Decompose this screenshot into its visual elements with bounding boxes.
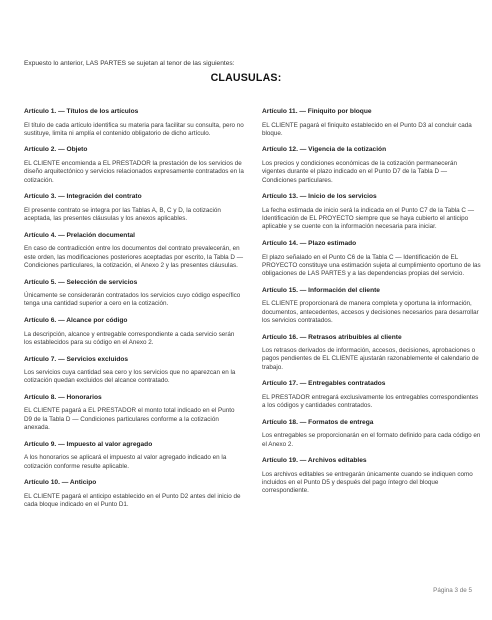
article-17 bbox=[262, 380, 482, 410]
article-body: EL CLIENTE proporcionará de manera completa y oportuna la información, documentos, antecedentes, accesos y decisiones necesarios para desarrollar los servicios contratados. bbox=[262, 300, 479, 324]
article-heading: Artículo 19. — Archivos editables bbox=[262, 457, 367, 465]
article-heading: Artículo 5. — Selección de servicios bbox=[24, 278, 138, 286]
article-body: A los honorarios se aplicará el impuesto al valor agregado indicado en la cotización conforme resulte aplicable. bbox=[24, 454, 227, 470]
article-body: En caso de contradicción entre los documentos del contrato prevalecerán, en este orden, las modificaciones posteriores aceptadas por escrito, la Tabla D — Condiciones particulares, la cotización, el Anexo 2 y las presentes cláusulas. bbox=[24, 245, 243, 269]
article-body: Únicamente se considerarán contratados los servicios cuyo código específico tenga una cantidad superior a cero en la cotización. bbox=[24, 292, 241, 308]
article-body: Los retrasos derivados de información, accesos, decisiones, aprobaciones o pagos pendientes de EL CLIENTE ajustarán razonablemente el calendario de trabajo. bbox=[262, 347, 479, 371]
article-heading: Artículo 8. — Honorarios bbox=[24, 393, 102, 401]
article-heading: Artículo 10. — Anticipo bbox=[24, 479, 97, 487]
article-body: La descripción, alcance y entregable correspondiente a cada servicio serán los establecidos para su código en el Anexo 2. bbox=[24, 330, 235, 346]
article-11 bbox=[262, 108, 482, 138]
article-body: EL CLIENTE pagará el finiquito establecido en el Punto D3 al concluir cada bloque. bbox=[262, 121, 472, 137]
article-9 bbox=[24, 441, 244, 471]
article-heading: Artículo 3. — Integración del contrato bbox=[24, 193, 142, 201]
article-7 bbox=[24, 356, 244, 386]
article-body: El presente contrato se integra por las Tablas A, B, C y D, la cotización aceptada, las presentes cláusulas y los anexos aplicables. bbox=[24, 206, 221, 223]
article-body: El plazo señalado en el Punto C6 de la Tabla C — Identificación de EL PROYECTO constituye una estimación sujeta al cumplimiento oportuno de las obligaciones de LAS PARTES y a las dependencias propias del servicio. bbox=[262, 253, 481, 278]
article-18 bbox=[262, 419, 482, 449]
page-number: Página 3 de 5 bbox=[433, 587, 472, 594]
article-10 bbox=[24, 479, 244, 509]
article-body: Los entregables se proporcionarán en el formato definido para cada código en el Anexo 2. bbox=[262, 432, 481, 448]
left-column bbox=[24, 108, 244, 518]
right-column bbox=[262, 108, 482, 504]
article-body: EL CLIENTE pagará a EL PRESTADOR el monto total indicado en el Punto D9 de la Tabla D — Condiciones particulares conforme a la cotización anexada. bbox=[24, 407, 235, 432]
article-heading: Artículo 11. — Finiquito por bloque bbox=[262, 108, 372, 115]
article-13 bbox=[262, 193, 482, 231]
article-4 bbox=[24, 232, 244, 270]
article-body: La fecha estimada de inicio será la indicada en el Punto C7 de la Tabla C — Identificación de EL PROYECTO siempre que se haya cubierto el anticipo aplicable y se cuente con la información necesaria para iniciar. bbox=[262, 206, 475, 231]
article-heading: Artículo 12. — Vigencia de la cotización bbox=[262, 146, 387, 154]
article-heading: Artículo 18. — Formatos de entrega bbox=[262, 418, 374, 426]
article-3 bbox=[24, 193, 244, 223]
article-15 bbox=[262, 287, 482, 325]
article-14 bbox=[262, 240, 482, 278]
article-8 bbox=[24, 394, 244, 432]
article-heading: Artículo 7. — Servicios excluidos bbox=[24, 355, 129, 363]
article-6 bbox=[24, 317, 244, 347]
article-heading: Artículo 1. — Títulos de los artículos bbox=[24, 108, 139, 115]
clauses-title: CLAUSULAS: bbox=[210, 72, 282, 84]
article-body: EL CLIENTE encomienda a EL PRESTADOR la prestación de los servicios de diseño arquitectónico y servicios relacionados expresamente contratados en la cotización. bbox=[24, 159, 244, 184]
article-body: Los servicios cuya cantidad sea cero y los servicios que no aparezcan en la cotización quedan excluidos del alcance contratado. bbox=[24, 369, 236, 385]
article-body: Los archivos editables se entregarán únicamente cuando se indiquen como incluidos en el Punto D5 y después del pago íntegro del bloque correspondiente. bbox=[262, 470, 473, 495]
article-body: El título de cada artículo identifica su materia para facilitar su consulta, pero no sustituye, limita ni amplía el contenido obligatorio de dicho artículo. bbox=[24, 121, 244, 137]
article-heading: Artículo 13. — Inicio de los servicios bbox=[262, 193, 377, 201]
article-2 bbox=[24, 146, 244, 184]
intro-text: Expuesto lo anterior, LAS PARTES se sujetan al tenor de las siguientes: bbox=[24, 60, 235, 67]
article-heading: Artículo 16. — Retrasos atribuibles al cliente bbox=[262, 333, 402, 341]
article-body: EL PRESTADOR entregará exclusivamente los entregables correspondientes a los códigos y cantidades contratados. bbox=[262, 393, 479, 410]
article-heading: Artículo 9. — Impuesto al valor agregado bbox=[24, 440, 153, 448]
article-heading: Artículo 14. — Plazo estimado bbox=[262, 240, 357, 248]
article-body: Los precios y condiciones económicas de la cotización permanecerán vigentes durante el plazo indicado en el Punto D7 de la Tabla D — Condiciones particulares. bbox=[262, 159, 457, 184]
article-heading: Artículo 17. — Entregables contratados bbox=[262, 380, 386, 388]
article-heading: Artículo 15. — Información del cliente bbox=[262, 286, 380, 294]
article-19 bbox=[262, 457, 482, 495]
article-12 bbox=[262, 146, 482, 184]
article-heading: Artículo 4. — Prelación documental bbox=[24, 231, 136, 239]
article-5 bbox=[24, 279, 244, 309]
article-16 bbox=[262, 334, 482, 372]
article-heading: Artículo 2. — Objeto bbox=[24, 146, 88, 154]
article-heading: Artículo 6. — Alcance por código bbox=[24, 317, 128, 325]
article-body: EL CLIENTE pagará el anticipo establecido en el Punto D2 antes del inicio de cada bloque indicado en el Punto D1. bbox=[24, 492, 241, 509]
article-1 bbox=[24, 108, 244, 138]
